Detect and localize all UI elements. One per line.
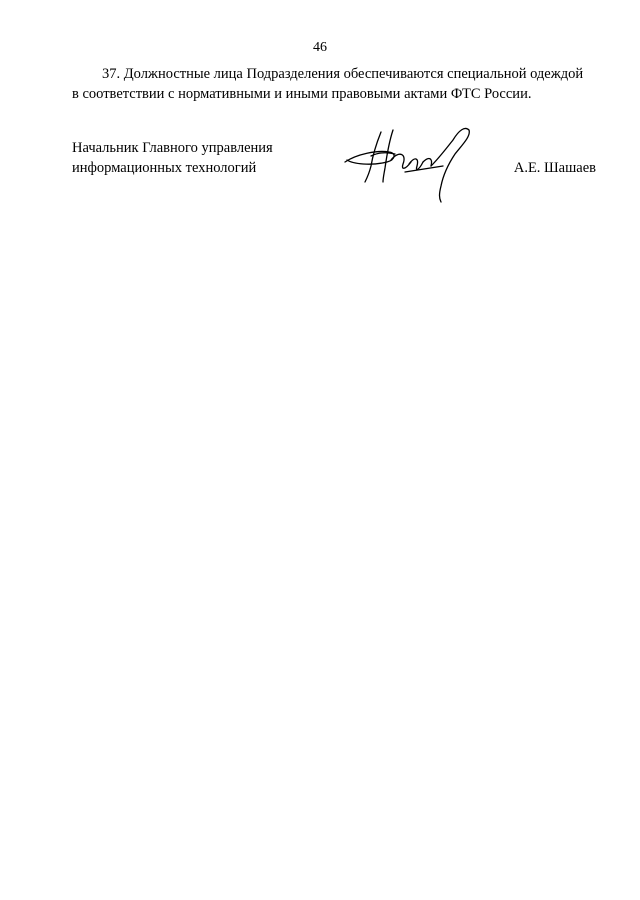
signer-position-line-1: Начальник Главного управления (72, 140, 273, 156)
signer-position-line-2: информационных технологий (72, 160, 257, 176)
paragraph-37 (72, 64, 596, 104)
signer-position (72, 138, 273, 178)
paragraph-line-1: 37. Должностные лица Подразделения обеспечиваются специальной одеждой (102, 66, 584, 82)
handwritten-signature (335, 116, 485, 204)
signer-name: А.Е. Шашаев (513, 160, 596, 176)
signature-block (72, 138, 596, 208)
page-number: 46 (313, 40, 327, 55)
paragraph-line-2: в соответствии с нормативными и иными правовыми актами ФТС России. (72, 86, 532, 102)
